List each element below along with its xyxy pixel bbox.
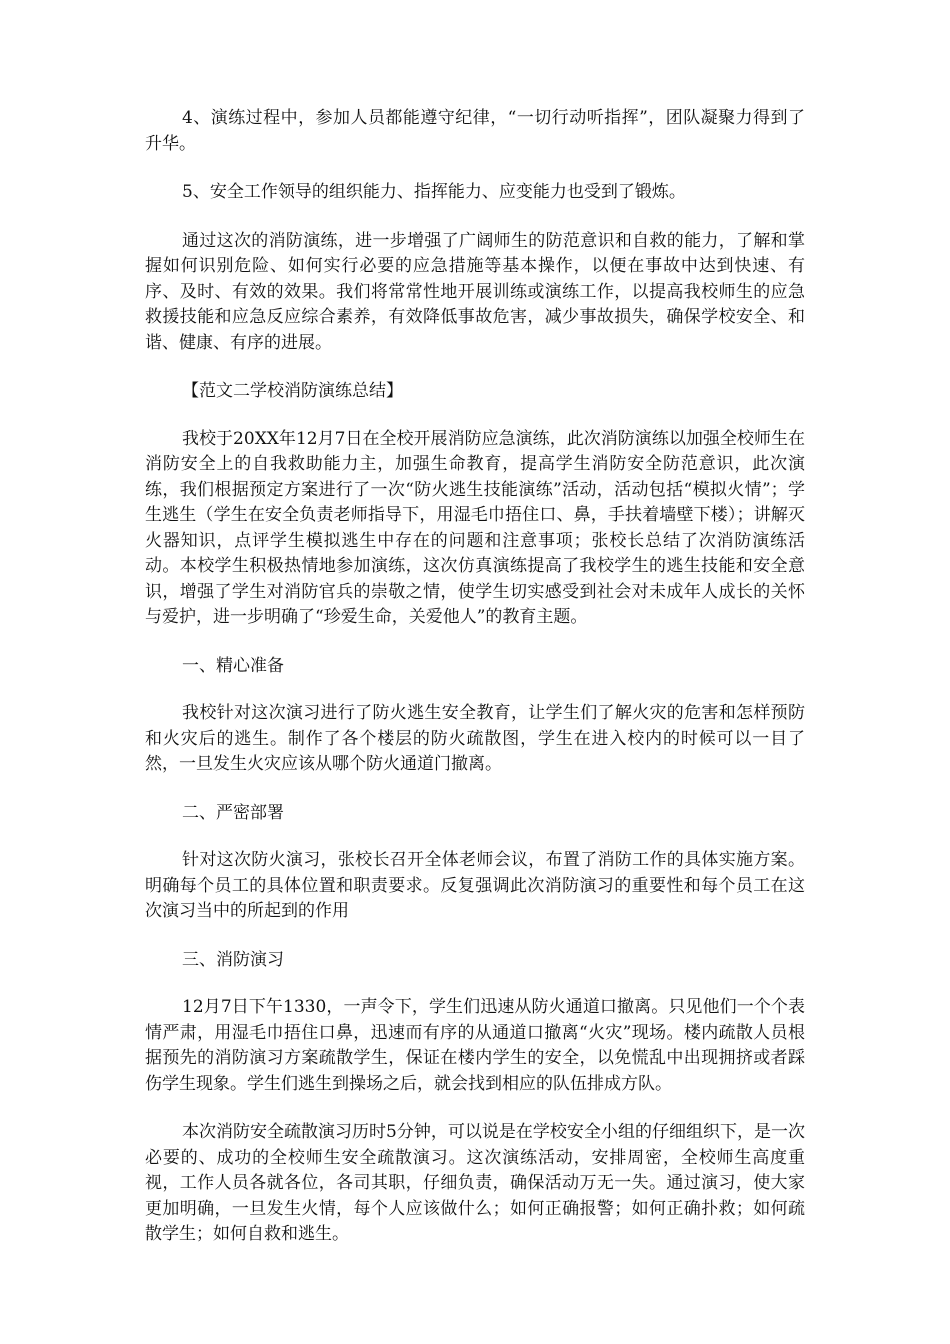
heading-deployment: 二、严密部署 bbox=[182, 802, 284, 823]
paragraph-item-4: 4、演练过程中，参加人员都能遵守纪律，“一切行动听指挥”，团队凝聚力得到了升华。 bbox=[145, 108, 805, 154]
section-title-sample-two: 【范文二学校消防演练总结】 bbox=[182, 381, 403, 401]
paragraph-drill: 12月7日下午1330，一声令下，学生们迅速从防火通道口撤离。只见他们一个个表情严肃，用湿毛巾捂住口鼻，迅速而有序的从通道口撤离“火灾”现场。楼内疏散人员根据预先的消防演习方案疏散学生，保证在楼内学生的安全，以免慌乱中出现拥挤或者踩伤学生现象。学生们逃生到操场之后，就会找到相应的队伍排成方队。 bbox=[145, 997, 805, 1094]
paragraph-preparation: 我校针对这次演习进行了防火逃生安全教育，让学生们了解火灾的危害和怎样预防和火灾后的逃生。制作了各个楼层的防火疏散图，学生在进入校内的时候可以一目了然，一旦发生火灾应该从哪个防火通道门撤离。 bbox=[145, 703, 805, 774]
paragraph-deployment: 针对这次防火演习，张校长召开全体老师会议，布置了消防工作的具体实施方案。明确每个员工的具体位置和职责要求。反复强调此次消防演习的重要性和每个员工在这次演习当中的所起到的作用 bbox=[145, 850, 805, 921]
heading-drill: 三、消防演习 bbox=[182, 949, 284, 970]
paragraph-summary: 通过这次的消防演练，进一步增强了广阔师生的防范意识和自救的能力，了解和掌握如何识别危险、如何实行必要的应急措施等基本操作，以便在事故中达到快速、有序、及时、有效的效果。我们将常常性地开展训练或演练工作，以提高我校师生的应急救援技能和应急反应综合素养，有效降低事故危害，减少事故损失，确保学校安全、和谐、健康、有序的进展。 bbox=[145, 230, 805, 353]
document-body bbox=[145, 106, 805, 1271]
heading-preparation: 一、精心准备 bbox=[182, 655, 284, 676]
paragraph-intro: 我校于20XX年12月7日在全校开展消防应急演练，此次消防演练以加强全校师生在消防安全上的自我救助能力主，加强生命教育，提高学生消防安全防范意识，此次演练，我们根据预定方案进行了一次“防火逃生技能演练”活动，活动包括“模拟火情”；学生逃生（学生在安全负责老师指导下，用湿毛巾捂住口、鼻，手扶着墙壁下楼）；讲解灭火器知识，点评学生模拟逃生中存在的问题和注意事项；张校长总结了次消防演练活动。本校学生积极热情地参加演练，这次仿真演练提高了我校学生的逃生技能和安全意识，增强了学生对消防官兵的崇敬之情，使学生切实感受到社会对未成年人成长的关怀与爱护，进一步明确了“珍爱生命，关爱他人”的教育主题。 bbox=[145, 428, 805, 627]
paragraph-conclusion: 本次消防安全疏散演习历时5分钟，可以说是在学校安全小组的仔细组织下，是一次必要的、成功的全校师生安全疏散演习。这次演练活动，安排周密，全校师生高度重视，工作人员各就各位，各司其职，仔细负责，确保活动万无一失。通过演习，使大家更加明确，一旦发生火情，每个人应该做什么；如何正确报警；如何正确扑救；如何疏散学生；如何自救和逃生。 bbox=[145, 1122, 805, 1244]
paragraph-item-5: 5、安全工作领导的组织能力、指挥能力、应变能力也受到了锻炼。 bbox=[182, 182, 686, 202]
